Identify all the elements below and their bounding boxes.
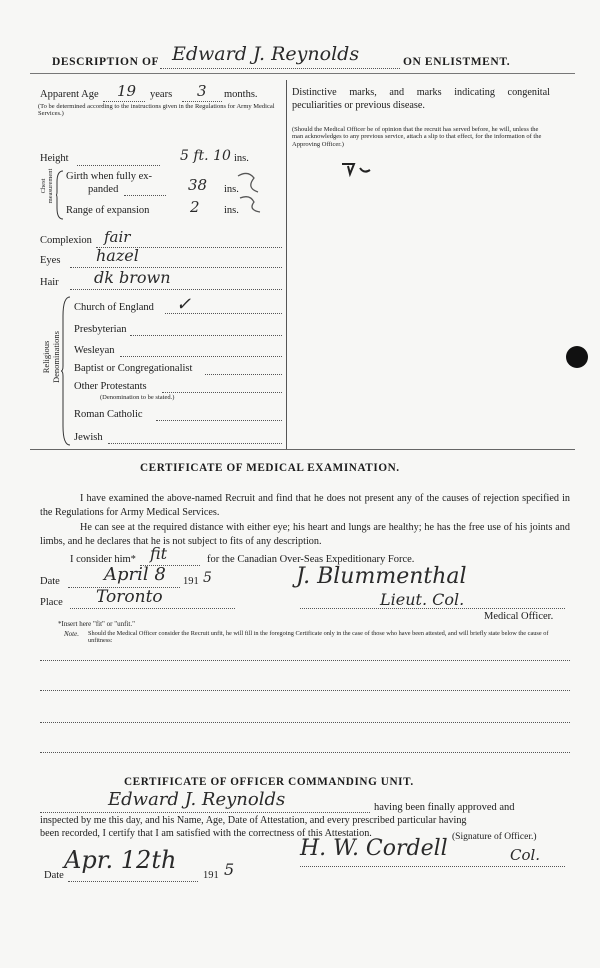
religion-line [108, 443, 282, 444]
religion-brace [61, 296, 71, 446]
medical-officer-label: Medical Officer. [484, 611, 554, 622]
medical-para-1: I have examined the above-named Recruit and find that he does not present any of the causes of rejection specified in the Regulations for Army Medical Services. [40, 493, 570, 518]
chest-girth-label-2: panded [88, 184, 119, 195]
commanding-year-suffix: 5 [224, 860, 235, 879]
medical-date-value: April 8 [104, 564, 166, 585]
complexion-value: fair [104, 228, 131, 246]
age-months-label: months. [224, 89, 258, 100]
commanding-date-label: Date [44, 870, 64, 881]
section-rule [30, 449, 575, 450]
religion-check-mark: ✓ [176, 294, 192, 315]
medical-place-line [70, 608, 235, 609]
height-unit: ins. [234, 153, 249, 164]
prior-service-note: (Should the Medical Officer be of opinion that the recruit has served before, he will, unless the man acknowledges to any previous service, attach a slip to that effect, for the information of the Approving Officer.) [292, 126, 542, 148]
chest-girth-label-1: Girth when fully ex- [66, 171, 153, 182]
name-line [160, 68, 400, 69]
height-label: Height [40, 153, 69, 164]
age-years-value: 19 [117, 82, 137, 100]
commanding-text-2: inspected by me this day, and his Name, Age, Date of Attestation, and every prescribed particular having [40, 815, 467, 826]
age-years-line [103, 101, 145, 102]
unfit-cause-line [40, 752, 570, 753]
religion-side-label-2: Denominations [51, 331, 61, 383]
commanding-heading: CERTIFICATE OF OFFICER COMMANDING UNIT. [124, 776, 414, 788]
commanding-text-1: having been finally approved and [374, 802, 515, 813]
fitness-value: fit [150, 544, 168, 563]
religion-line [205, 374, 282, 375]
medical-para-2: He can see at the required distance with either eye; his heart and lungs are healthy; he has the free use of his joints and limbs, and he declares that he is not subject to fits of any description. [40, 522, 570, 547]
religion-item: Jewish [74, 432, 103, 443]
girth-leader [124, 195, 166, 196]
force-text: for the Canadian Over-Seas Expeditionary Force. [207, 554, 415, 565]
medical-officer-line [300, 608, 565, 609]
medical-officer-signature: J. Blummenthal [296, 564, 467, 589]
unfit-cause-line [40, 722, 570, 723]
age-months-value: 3 [197, 82, 207, 100]
eyes-label: Eyes [40, 255, 61, 266]
religion-item: Baptist or Congregationalist [74, 363, 193, 374]
title-left: DESCRIPTION OF [52, 56, 160, 68]
recruit-name: Edward J. Reynolds [172, 43, 360, 65]
commanding-date-value: Apr. 12th [64, 846, 177, 874]
commanding-year-prefix: 191 [203, 870, 219, 881]
age-label: Apparent Age [40, 89, 99, 100]
religion-line [162, 392, 282, 393]
medical-date-label: Date [40, 576, 60, 587]
note-text: Should the Medical Officer consider the Recruit unfit, he will fill in the foregoing Certificate only in the case of those who have been attested, and will briefly state below the cause of unfitness: [88, 630, 549, 645]
religion-line [156, 420, 282, 421]
commanding-date-line [68, 881, 198, 882]
religion-item: Presbyterian [74, 324, 127, 335]
medical-officer-rank: Lieut. Col. [380, 590, 465, 609]
punch-hole [566, 346, 588, 368]
header-rule [30, 73, 575, 74]
chest-brace [56, 170, 64, 220]
medical-year-prefix: 191 [183, 576, 199, 587]
chest-range-value: 2 [190, 198, 200, 216]
note-label: Note. [64, 630, 79, 638]
unfit-cause-line [40, 660, 570, 661]
hair-label: Hair [40, 277, 59, 288]
religion-side-label-1: Religious [41, 340, 51, 374]
eyes-value: hazel [96, 246, 139, 265]
title-right: ON ENLISTMENT. [403, 56, 511, 68]
chest-side-label: Chest measurement [40, 168, 55, 204]
chest-range-label: Range of expansion [66, 205, 150, 216]
medical-heading: CERTIFICATE OF MEDICAL EXAMINATION. [140, 462, 400, 474]
commanding-officer-signature: H. W. Cordell [300, 836, 448, 861]
chest-range-unit: ins. [224, 205, 239, 216]
height-leader [77, 165, 160, 166]
hair-line [70, 289, 282, 290]
commanding-signature-line [300, 866, 565, 867]
religion-item: Wesleyan [74, 345, 115, 356]
fitness-footnote: *Insert here "fit" or "unfit." [58, 620, 135, 628]
religion-line [130, 335, 282, 336]
age-months-line [182, 101, 222, 102]
religion-item: Roman Catholic [74, 409, 143, 420]
medical-place-value: Toronto [96, 587, 163, 607]
signature-of-officer-label: (Signature of Officer.) [452, 832, 537, 842]
religion-line [120, 356, 282, 357]
chest-girth-unit: ins. [224, 184, 239, 195]
religion-other-note: (Denomination to be stated.) [100, 394, 175, 401]
height-value: 5 ft. 10 [180, 148, 231, 164]
distinctive-mark-scribble [340, 160, 380, 180]
complexion-label: Complexion [40, 235, 92, 246]
religion-item: Church of England [74, 302, 154, 313]
age-years-label: years [150, 89, 173, 100]
religion-item: Other Protestants [74, 381, 147, 392]
commanding-recruit-name: Edward J. Reynolds [108, 789, 286, 810]
commanding-name-line [40, 812, 370, 813]
age-note: (To be determined according to the instructions given in the Regulations for Army Medical Services.) [38, 103, 275, 118]
commanding-text-3: been recorded, I certify that I am satisfied with the correctness of this Attestation. [40, 828, 372, 839]
chest-girth-value: 38 [188, 176, 208, 194]
unfit-cause-line [40, 690, 570, 691]
chest-margin-scribble [234, 168, 278, 218]
consider-label: I consider him* [70, 554, 136, 565]
column-divider [286, 80, 287, 450]
hair-value: dk brown [94, 268, 171, 287]
commanding-officer-rank: Col. [510, 846, 541, 864]
medical-year-suffix: 5 [203, 570, 212, 586]
medical-place-label: Place [40, 597, 63, 608]
distinctive-marks-text: Distinctive marks, and marks indicating congenital peculiarities or previous disease. [292, 87, 550, 111]
